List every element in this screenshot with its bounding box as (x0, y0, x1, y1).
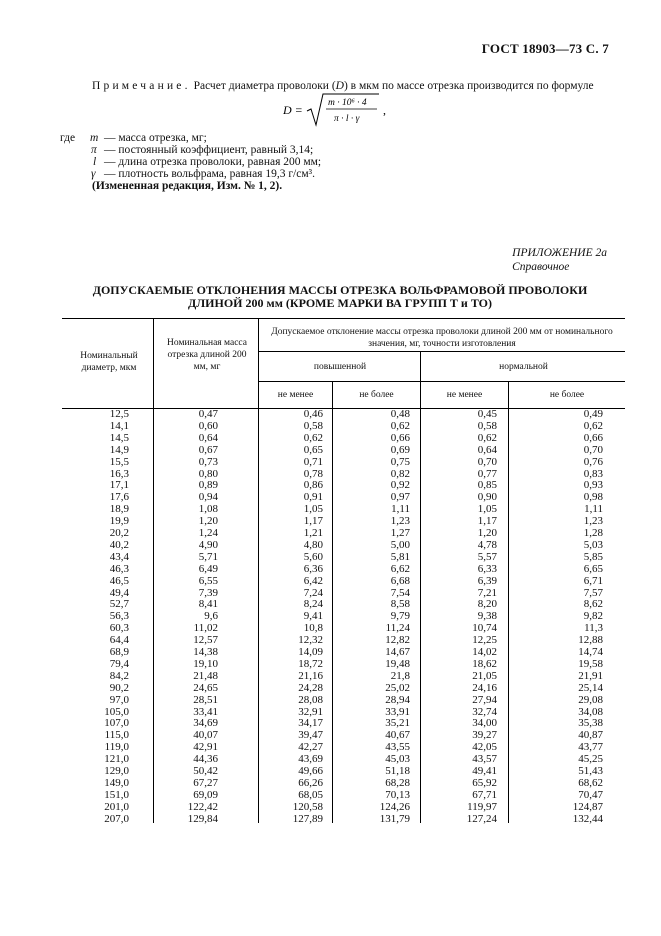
cell-tolerance: 0,98 (583, 491, 603, 504)
legend-symbol-l: l (93, 156, 97, 168)
cell-diameter: 14,1 (109, 419, 129, 432)
cell-tolerance: 124,87 (572, 800, 603, 813)
cell-diameter: 68,9 (109, 646, 129, 658)
cell-tolerance: 1,27 (390, 527, 410, 539)
cell-tolerance: 5,00 (390, 538, 410, 551)
cell-tolerance: 49,41 (472, 765, 497, 777)
cell-tolerance: 0,76 (583, 455, 603, 468)
cell-tolerance: 127,24 (466, 812, 497, 825)
table-title-line1: ДОПУСКАЕМЫЕ ОТКЛОНЕНИЯ МАССЫ ОТРЕЗКА ВОЛЬФРАМОВОЙ ПРОВОЛОКИ (92, 283, 588, 297)
cell-tolerance: 7,57 (583, 586, 603, 599)
cell-tolerance: 67,71 (472, 788, 497, 801)
cell-tolerance: 1,17 (303, 515, 323, 528)
cell-nominal-mass: 0,47 (198, 408, 218, 420)
cell-tolerance: 1,11 (391, 503, 410, 516)
cell-tolerance: 0,64 (477, 443, 497, 456)
cell-tolerance: 0,66 (390, 431, 410, 444)
cell-tolerance: 0,97 (390, 491, 410, 504)
cell-diameter: 84,2 (109, 669, 129, 682)
appendix-title: ПРИЛОЖЕНИЕ 2а (512, 247, 607, 259)
cell-diameter: 49,4 (109, 586, 129, 599)
cell-tolerance: 4,80 (303, 538, 323, 551)
cell-tolerance: 51,18 (385, 765, 410, 777)
cell-tolerance: 0,62 (390, 419, 410, 432)
cell-tolerance: 6,71 (583, 574, 603, 587)
cell-diameter: 207,0 (104, 812, 129, 825)
legend-text-l: — длина отрезка проволоки, равная 200 мм; (104, 156, 322, 168)
cell-tolerance: 8,58 (390, 598, 410, 611)
cell-nominal-mass: 1,20 (198, 515, 218, 528)
cell-tolerance: 9,82 (583, 610, 603, 623)
cell-diameter: 121,0 (104, 753, 129, 766)
cell-tolerance: 7,24 (303, 586, 323, 599)
cell-nominal-mass: 0,73 (198, 455, 218, 468)
table-title-line2: ДЛИНОЙ 200 мм (КРОМЕ МАРКИ ВА ГРУПП Т и ТО) (187, 296, 492, 310)
cell-tolerance: 29,08 (578, 693, 603, 706)
cell-tolerance: 43,69 (298, 753, 323, 766)
cell-tolerance: 66,26 (298, 776, 323, 789)
cell-tolerance: 32,74 (472, 705, 497, 718)
cell-diameter: 46,5 (109, 574, 129, 587)
cell-nominal-mass: 122,42 (187, 800, 218, 813)
cell-nominal-mass: 1,24 (198, 527, 218, 539)
cell-nominal-mass: 0,64 (198, 431, 218, 444)
cell-diameter: 115,0 (104, 729, 129, 742)
cell-tolerance: 6,39 (477, 574, 497, 587)
cell-tolerance: 5,03 (583, 538, 603, 551)
cell-tolerance: 43,55 (385, 741, 410, 754)
cell-tolerance: 6,42 (303, 574, 323, 587)
cell-tolerance: 119,97 (467, 800, 497, 813)
cell-tolerance: 132,44 (572, 812, 603, 825)
cell-tolerance: 10,74 (472, 622, 497, 635)
cell-diameter: 149,0 (104, 776, 129, 789)
cell-tolerance: 9,38 (477, 610, 497, 623)
cell-tolerance: 45,25 (578, 753, 603, 766)
cell-tolerance: 18,62 (472, 657, 497, 670)
cell-tolerance: 1,05 (303, 503, 323, 516)
cell-tolerance: 6,33 (477, 562, 497, 575)
cell-diameter: 52,7 (109, 598, 129, 611)
cell-diameter: 19,9 (109, 515, 129, 528)
cell-tolerance: 0,46 (303, 408, 323, 420)
edition-note: (Измененная редакция, Изм. № 1, 2). (92, 180, 283, 192)
cell-tolerance: 68,62 (578, 776, 603, 789)
cell-nominal-mass: 12,57 (193, 634, 218, 647)
cell-nominal-mass: 33,41 (193, 705, 218, 718)
cell-tolerance: 35,21 (385, 717, 410, 730)
cell-nominal-mass: 0,89 (198, 479, 218, 492)
cell-tolerance: 8,20 (477, 598, 497, 611)
cell-tolerance: 0,86 (303, 479, 323, 492)
cell-nominal-mass: 6,49 (198, 562, 218, 575)
cell-tolerance: 0,91 (303, 491, 323, 504)
cell-tolerance: 0,70 (583, 443, 603, 456)
cell-tolerance: 5,60 (303, 550, 323, 563)
cell-tolerance: 5,85 (583, 550, 603, 563)
formula-numerator: m · 10⁶ · 4 (328, 98, 367, 108)
cell-tolerance: 6,36 (303, 562, 323, 575)
cell-nominal-mass: 69,09 (193, 788, 218, 801)
cell-diameter: 151,0 (104, 788, 129, 801)
cell-tolerance: 8,24 (303, 598, 323, 611)
cell-diameter: 16,3 (109, 467, 129, 480)
cell-tolerance: 34,00 (472, 717, 497, 730)
cell-nominal-mass: 34,69 (193, 717, 218, 730)
cell-diameter: 107,0 (104, 717, 129, 730)
cell-tolerance: 0,85 (477, 479, 497, 492)
cell-tolerance: 25,02 (385, 681, 410, 694)
cell-tolerance: 34,17 (298, 717, 323, 730)
cell-tolerance: 0,75 (390, 455, 410, 468)
cell-tolerance: 0,58 (303, 419, 323, 432)
cell-tolerance: 0,62 (303, 431, 323, 444)
cell-diameter: 15,5 (109, 455, 129, 468)
cell-tolerance: 127,89 (292, 812, 323, 825)
cell-diameter: 105,0 (104, 705, 129, 718)
header-high-precision: повышенной (313, 362, 367, 372)
cell-tolerance: 14,74 (578, 646, 603, 658)
header-max-2: не более (549, 390, 585, 400)
cell-tolerance: 33,91 (385, 705, 410, 718)
cell-tolerance: 1,20 (477, 527, 497, 539)
cell-tolerance: 42,27 (298, 741, 323, 754)
note-symbol-d: D (335, 80, 344, 92)
cell-tolerance: 24,28 (298, 681, 323, 694)
cell-tolerance: 24,16 (472, 681, 497, 694)
cell-nominal-mass: 24,65 (193, 681, 218, 694)
cell-diameter: 17,1 (109, 479, 129, 492)
cell-tolerance: 4,78 (477, 538, 497, 551)
cell-nominal-mass: 42,91 (193, 741, 218, 754)
cell-nominal-mass: 1,08 (198, 503, 218, 516)
formula-lhs: D = (283, 103, 303, 117)
cell-tolerance: 7,21 (477, 586, 497, 599)
cell-tolerance: 7,54 (390, 586, 410, 599)
cell-nominal-mass: 14,38 (193, 646, 218, 658)
note-label: Примечание. (92, 80, 191, 92)
cell-tolerance: 124,26 (379, 800, 410, 813)
cell-tolerance: 0,90 (477, 491, 497, 504)
cell-tolerance: 27,94 (472, 693, 497, 706)
cell-tolerance: 5,57 (477, 550, 497, 563)
cell-tolerance: 14,67 (385, 646, 410, 658)
cell-nominal-mass: 19,10 (193, 657, 218, 670)
legend-text-pi: — постоянный коэффициент, равный 3,14; (104, 144, 314, 156)
cell-tolerance: 0,78 (303, 467, 323, 480)
cell-tolerance: 1,05 (477, 503, 497, 516)
cell-tolerance: 9,79 (390, 610, 410, 623)
cell-tolerance: 0,92 (390, 479, 410, 492)
cell-tolerance: 11,24 (385, 622, 410, 635)
header-tolerance: Допускаемое отклонение массы отрезка проволоки длиной 200 мм от номинального значения, мг, точности изготовления (271, 327, 613, 349)
cell-tolerance: 25,14 (578, 681, 603, 694)
cell-nominal-mass: 9,6 (204, 610, 218, 623)
cell-nominal-mass: 4,90 (198, 538, 218, 551)
cell-tolerance: 1,23 (583, 515, 603, 528)
cell-tolerance: 39,27 (472, 729, 497, 742)
note-text-a: Расчет диаметра проволоки ( (190, 80, 336, 92)
header-diameter: Номинальный диаметр, мкм (80, 351, 138, 373)
cell-diameter: 17,6 (109, 491, 129, 504)
cell-tolerance: 35,38 (578, 717, 603, 730)
cell-tolerance: 11,3 (584, 622, 603, 635)
cell-tolerance: 40,67 (385, 729, 410, 742)
page-header: ГОСТ 18903—73 С. 7 (481, 41, 609, 56)
cell-tolerance: 28,94 (385, 693, 410, 706)
cell-tolerance: 70,13 (385, 788, 410, 801)
cell-tolerance: 0,77 (477, 467, 497, 480)
cell-nominal-mass: 44,36 (193, 753, 218, 766)
cell-tolerance: 14,09 (298, 646, 323, 658)
cell-tolerance: 43,57 (472, 753, 497, 766)
cell-tolerance: 10,8 (303, 622, 323, 635)
cell-tolerance: 0,49 (583, 408, 603, 420)
cell-nominal-mass: 11,02 (193, 622, 218, 635)
cell-tolerance: 6,62 (390, 562, 410, 575)
cell-tolerance: 1,21 (303, 527, 323, 539)
header-min-2: не менее (446, 390, 483, 400)
cell-diameter: 14,9 (109, 443, 129, 456)
cell-nominal-mass: 0,80 (198, 467, 218, 480)
legend-symbol-gamma: γ (91, 168, 96, 180)
cell-nominal-mass: 28,51 (193, 693, 218, 706)
note-paragraph (92, 80, 594, 92)
cell-diameter: 20,2 (109, 527, 129, 539)
cell-tolerance: 0,82 (390, 467, 410, 480)
cell-tolerance: 21,91 (578, 669, 603, 682)
cell-tolerance: 21,05 (472, 669, 497, 682)
cell-tolerance: 68,28 (385, 776, 410, 789)
header-normal-precision: нормальной (499, 362, 548, 372)
cell-tolerance: 1,23 (390, 515, 410, 528)
cell-tolerance: 120,58 (292, 800, 323, 813)
cell-tolerance: 19,48 (385, 657, 410, 670)
cell-tolerance: 19,58 (578, 657, 603, 670)
appendix-label (512, 246, 607, 274)
cell-diameter: 90,2 (109, 681, 129, 694)
legend-list (60, 132, 360, 182)
cell-tolerance: 45,03 (385, 753, 410, 766)
cell-nominal-mass: 0,94 (198, 491, 218, 504)
cell-diameter: 40,2 (109, 538, 129, 551)
cell-tolerance: 1,28 (583, 527, 603, 539)
cell-nominal-mass: 8,41 (198, 598, 218, 611)
cell-tolerance: 14,02 (472, 646, 497, 658)
cell-tolerance: 12,25 (472, 634, 497, 647)
cell-diameter: 12,5 (109, 408, 129, 420)
cell-tolerance: 42,05 (472, 741, 497, 754)
note-text-b: ) в мкм по массе отрезка производится по формуле (343, 80, 594, 92)
formula-denominator: π · l · γ (334, 114, 360, 124)
cell-tolerance: 40,87 (578, 729, 603, 742)
cell-tolerance: 18,72 (298, 657, 323, 670)
legend-symbol-m: m (90, 132, 99, 144)
cell-nominal-mass: 7,39 (198, 586, 218, 599)
cell-nominal-mass: 40,07 (193, 729, 218, 742)
cell-tolerance: 0,65 (303, 443, 323, 456)
cell-tolerance: 0,71 (303, 455, 323, 468)
cell-nominal-mass: 0,67 (198, 443, 218, 456)
cell-tolerance: 39,47 (298, 729, 323, 742)
cell-tolerance: 65,92 (472, 776, 497, 789)
cell-tolerance: 0,93 (583, 479, 603, 492)
formula-tail: , (383, 103, 386, 117)
appendix-subtitle: Справочное (512, 261, 570, 273)
cell-diameter: 46,3 (109, 562, 129, 575)
cell-tolerance: 34,08 (578, 705, 603, 718)
cell-tolerance: 5,81 (390, 550, 410, 563)
legend-symbol-pi: π (91, 144, 97, 156)
cell-nominal-mass: 0,60 (198, 419, 218, 432)
cell-tolerance: 28,08 (298, 693, 323, 706)
cell-tolerance: 12,32 (298, 634, 323, 647)
cell-tolerance: 68,05 (298, 788, 323, 801)
cell-diameter: 60,3 (109, 622, 129, 635)
cell-tolerance: 51,43 (578, 765, 603, 777)
header-nominal-mass: Номинальная масса отрезка длиной 200 мм, мг (167, 338, 247, 372)
cell-tolerance: 0,70 (477, 455, 497, 468)
cell-tolerance: 1,11 (584, 503, 603, 516)
cell-tolerance: 0,69 (390, 443, 410, 456)
cell-tolerance: 32,91 (298, 705, 323, 718)
legend-text-m: — масса отрезка, мг; (104, 132, 207, 144)
cell-diameter: 129,0 (104, 765, 129, 777)
cell-nominal-mass: 5,71 (198, 550, 218, 563)
table-title (60, 284, 620, 310)
cell-nominal-mass: 67,27 (193, 776, 218, 789)
cell-diameter: 18,9 (109, 503, 129, 516)
cell-nominal-mass: 6,55 (198, 574, 218, 587)
legend-intro: где (60, 132, 76, 144)
cell-tolerance: 43,77 (578, 741, 603, 754)
cell-diameter: 56,3 (109, 610, 129, 623)
legend-text-gamma: — плотность вольфрама, равная 19,3 г/см³. (104, 168, 315, 180)
cell-diameter: 79,4 (109, 657, 129, 670)
cell-diameter: 201,0 (104, 800, 129, 813)
cell-tolerance: 0,83 (583, 467, 603, 480)
cell-diameter: 119,0 (104, 741, 129, 754)
cell-tolerance: 21,8 (390, 669, 410, 682)
cell-tolerance: 49,66 (298, 765, 323, 777)
cell-tolerance: 12,88 (578, 634, 603, 647)
cell-tolerance: 131,79 (379, 812, 410, 825)
cell-tolerance: 0,62 (583, 419, 603, 432)
cell-tolerance: 6,68 (390, 574, 410, 587)
cell-tolerance: 0,62 (477, 431, 497, 444)
cell-tolerance: 8,62 (583, 598, 603, 611)
cell-nominal-mass: 21,48 (193, 669, 218, 682)
cell-diameter: 43,4 (109, 550, 129, 563)
cell-tolerance: 70,47 (578, 788, 603, 801)
cell-tolerance: 1,17 (477, 515, 497, 528)
cell-nominal-mass: 50,42 (193, 765, 218, 777)
cell-tolerance: 9,41 (303, 610, 323, 623)
cell-diameter: 14,5 (109, 431, 129, 444)
cell-diameter: 97,0 (109, 693, 129, 706)
cell-tolerance: 21,16 (298, 669, 323, 682)
header-min-1: не менее (277, 390, 314, 400)
cell-tolerance: 12,82 (385, 634, 410, 647)
cell-tolerance: 0,66 (583, 431, 603, 444)
cell-tolerance: 0,58 (477, 419, 497, 432)
header-max-1: не более (359, 390, 394, 400)
cell-tolerance: 0,48 (390, 408, 410, 420)
cell-tolerance: 0,45 (477, 408, 497, 420)
cell-nominal-mass: 129,84 (187, 812, 218, 825)
cell-tolerance: 6,65 (583, 562, 603, 575)
cell-diameter: 64,4 (109, 634, 129, 647)
diameter-formula (283, 92, 393, 128)
